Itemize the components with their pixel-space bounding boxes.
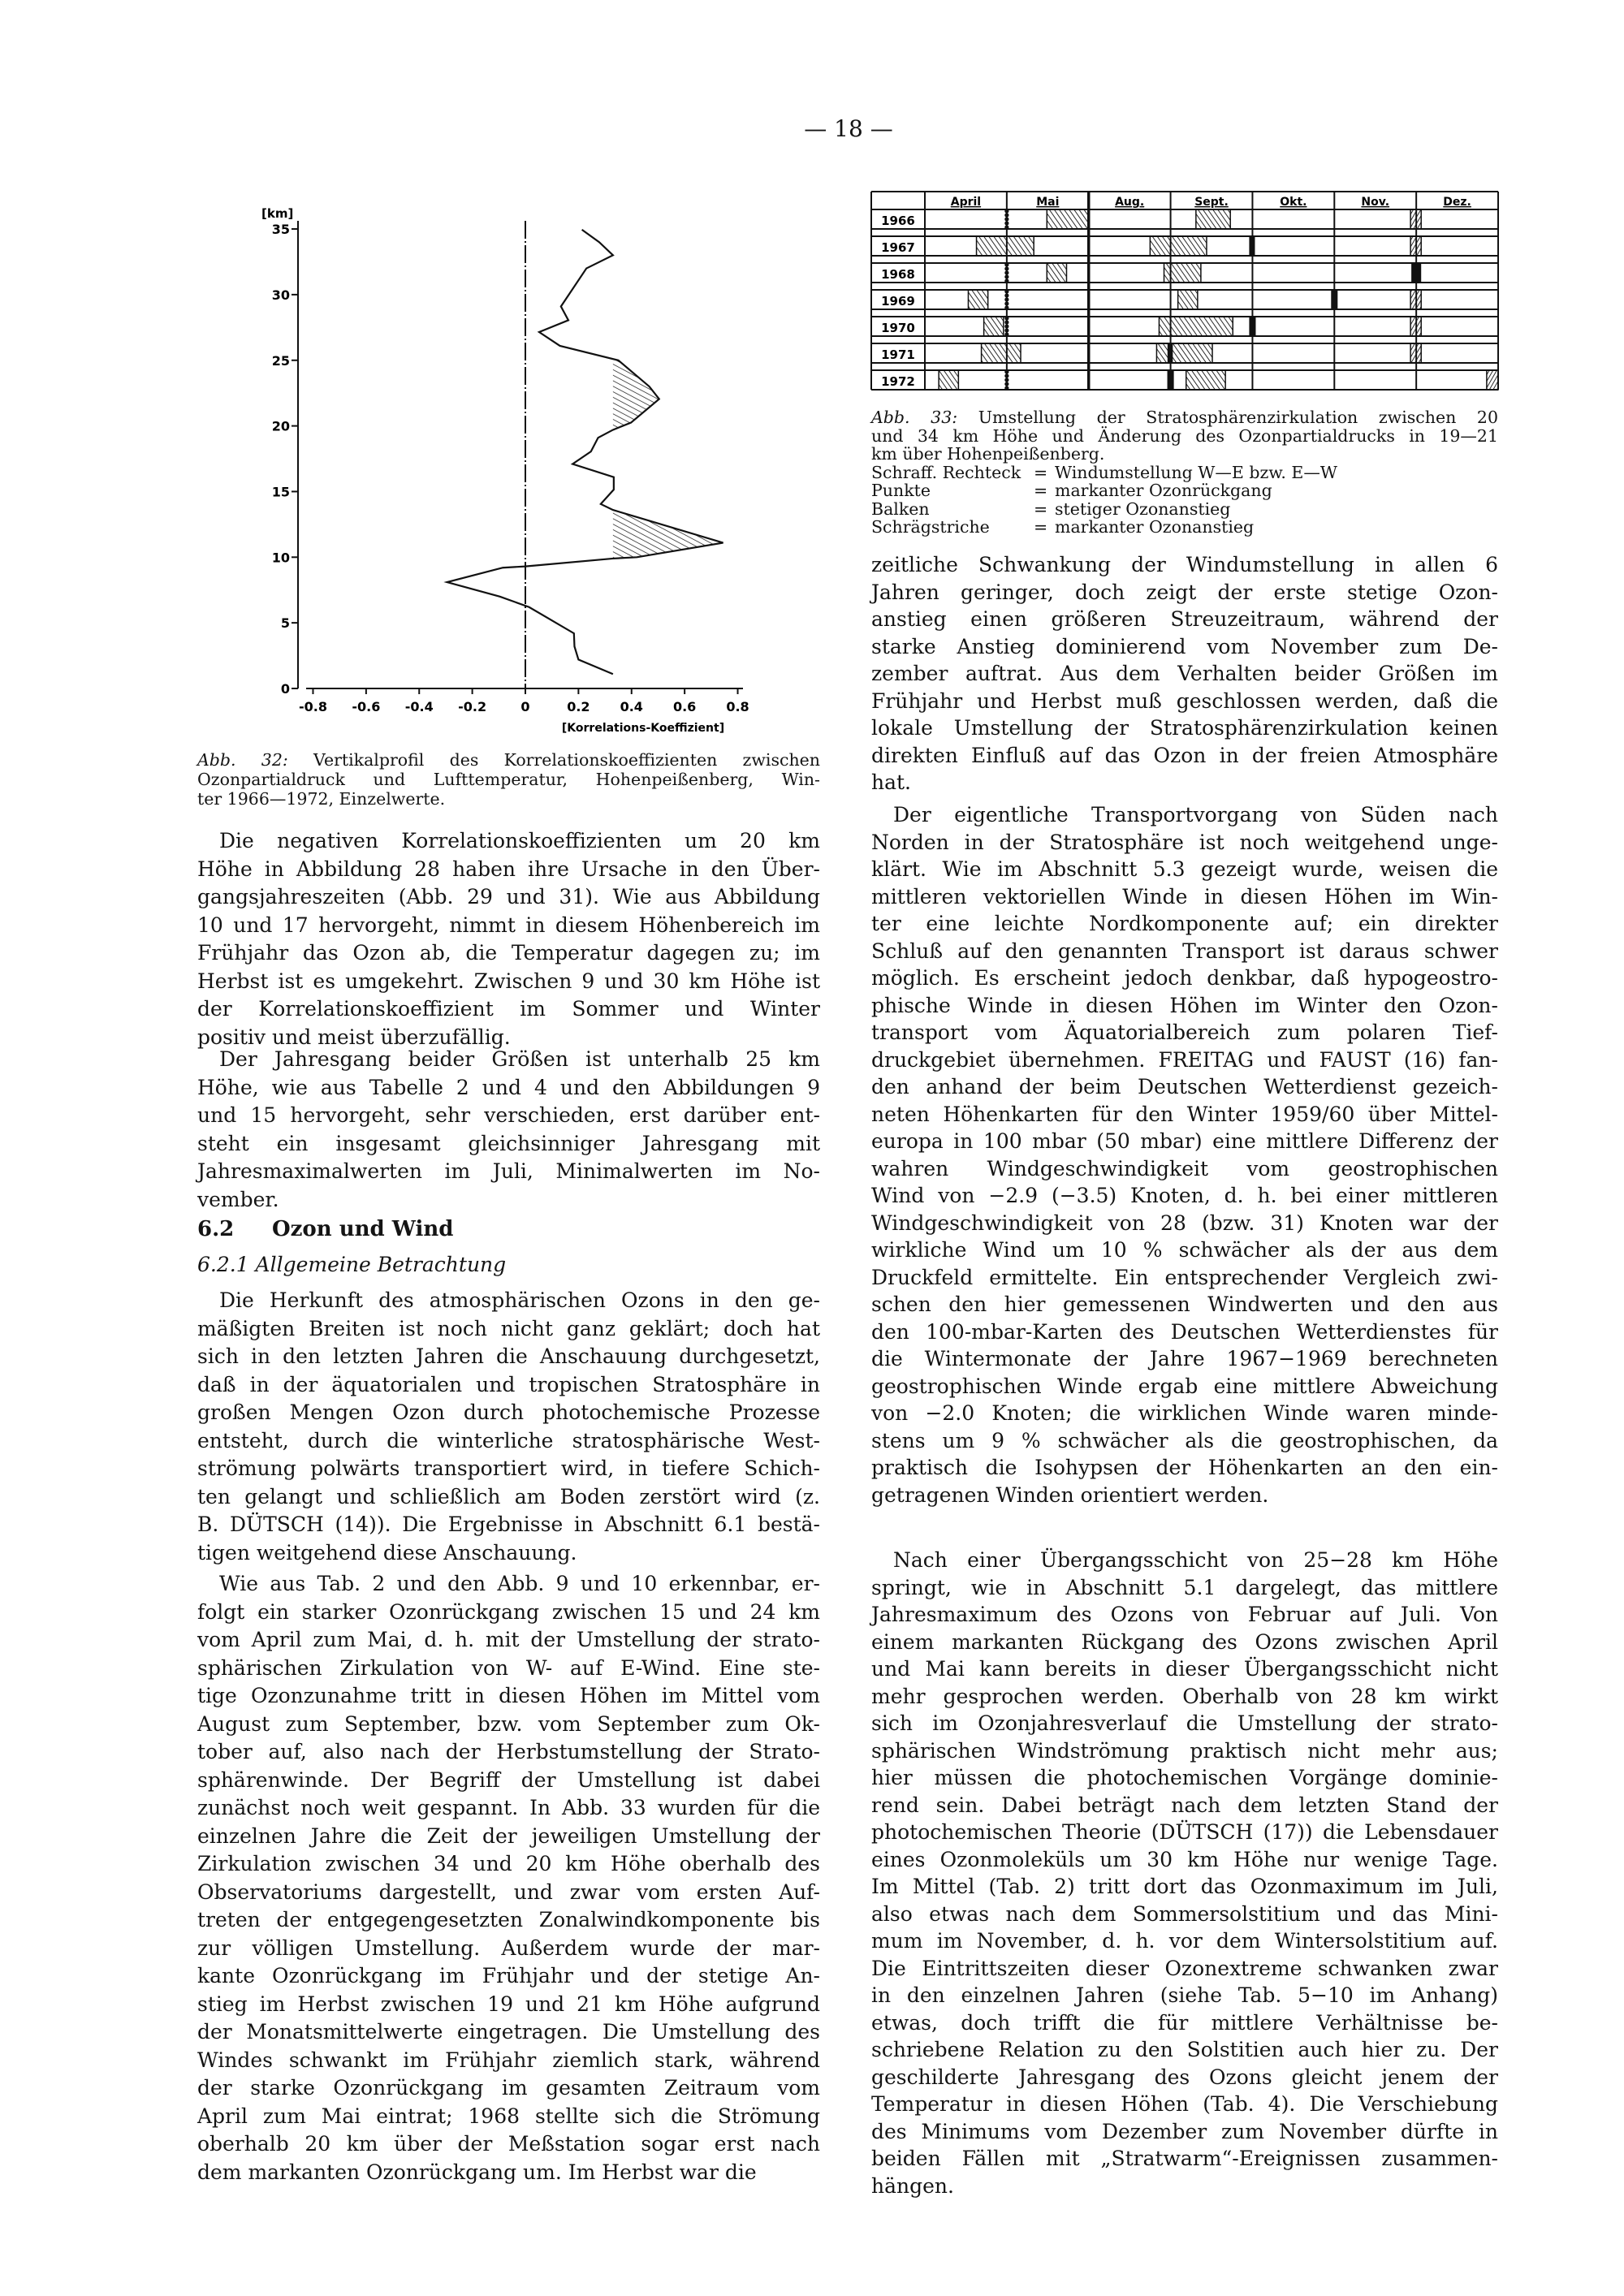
figure-32-correlation-profile-chart [0,0,812,747]
text-line: sphärischen Zirkulation von W- auf E-Wind. Eine ste- [197,1655,820,1680]
text-line: wahren Windgeschwindigkeit vom geostrophischen [871,1156,1498,1180]
text-line: gangsjahreszeiten (Abb. 29 und 31). Wie aus Abbildung [197,885,820,908]
legend-definition: markanter Ozonrückgang [1055,481,1272,500]
text-line: Ozonpartialdruck und Lufttemperatur, Hohenpeißenberg, Win- [197,770,820,789]
ozone-drop-dot [1004,209,1009,213]
text-line: Der Jahresgang beider Größen ist unterhalb 25 km [219,1047,820,1071]
text-line: sphärischen Windströmung praktisch nicht mehr aus; [871,1738,1498,1763]
text-line: mum im November, d. h. vor dem Wintersolstitium auf. [871,1929,1498,1953]
wind-reversal-hatched-rect [984,317,1004,336]
text-line: ter 1966—1972, Einzelwerte. [197,789,446,809]
wind-reversal-hatched-rect [1047,209,1088,229]
text-line: der Monatsmittelwerte eingetragen. Die Umstellung des [197,2020,820,2044]
x-tick-label: -0.8 [298,699,327,714]
text-line: entsteht, durch die winterliche stratosphärische West- [197,1428,820,1452]
text-line: sphärenwinde. Der Begriff der Umstellung ist dabei [197,1767,820,1792]
text-line: von −2.0 Knoten; die wirklichen Winde waren minde- [871,1401,1498,1425]
ozone-drop-dot [1004,270,1009,274]
x-tick-label: 0.6 [672,699,697,714]
text-line: getragenen Winden orientiert werden. [871,1482,1269,1507]
text-line: rend sein. Dabei beträgt nach dem letzten Stand der [871,1793,1498,1817]
ozone-drop-dot [1004,316,1009,320]
text-line: Abb. 33: Umstellung der Stratosphärenzirkulation zwischen 20 [871,408,1498,427]
text-line: einzelnen Jahre die Zeit der jeweiligen Umstellung der [197,1823,820,1848]
text-line: mittleren vektoriellen Winde in diesen Höhen im Win- [871,884,1498,908]
subsection-heading: 6.2.1 Allgemeine Betrachtung [197,1253,507,1276]
x-tick-label: -0.2 [458,699,487,714]
legend-definition: Windumstellung W—E bzw. E—W [1055,462,1337,482]
text-line: km über Hohenpeißenberg. [871,444,1105,464]
text-line: anstieg einen größeren Streuzeitraum, während der [871,607,1498,631]
text-line: Frühjahr das Ozon ab, die Temperatur dagegen zu; im [197,941,820,965]
text-line: den anhand der beim Deutschen Wetterdienst gezeich- [871,1075,1498,1098]
section-number: 6.2 [197,1217,235,1241]
month-header: Aug. [1115,196,1145,209]
text-line: Jahren geringer, doch zeigt der erste stetige Ozon- [871,580,1498,604]
text-line: neten Höhenkarten für den Winter 1959/60 über Mittel- [871,1102,1498,1126]
text-line: Schluß auf den genannten Transport ist daraus schwer [871,939,1498,963]
text-line: transport vom Äquatorialbereich zum polaren Tief- [871,1021,1498,1044]
text-line: hängen. [871,2173,954,2198]
text-line: April zum Mai eintrat; 1968 stellte sich die Strömung [197,2104,820,2128]
text-line: die Wintermonate der Jahre 1967−1969 berechneten [871,1347,1498,1370]
y-tick-label: 25 [271,352,290,369]
steady-ozone-rise-bar [1331,290,1337,309]
text-line: Temperatur in diesen Höhen (Tab. 4). Die Verschiebung [871,2092,1498,2116]
legend-term: Balken [871,498,930,519]
text-line: geostrophischen Winde ergab eine mittlere Abweichung [871,1374,1498,1398]
month-header: Sept. [1194,196,1229,209]
figure-label: Abb. 33: [871,408,978,427]
text-line: schriebene Relation zu den Solstitien auch hier zu. Der [871,2038,1498,2061]
text-line: oberhalb 20 km über der Meßstation sogar erst nach [197,2132,820,2156]
legend-term: Schraff. Rechteck [871,462,1021,482]
text-line: tige Ozonzunahme tritt in diesen Höhen im Mittel vom [197,1684,820,1707]
text-line: Nach einer Übergangsschicht von 25−28 km Höhe [893,1548,1498,1572]
legend-item [871,518,1498,537]
year-label: 1966 [881,214,915,228]
text-line: Jahresmaximalwerten im Juli, Minimalwerten im No- [197,1159,820,1183]
ozone-drop-dot [1004,320,1009,324]
wind-reversal-hatched-rect [968,290,987,309]
text-line: etwas, doch trifft die für mittlere Verhältnisse be- [871,2010,1498,2035]
legend-equals: = [1034,481,1048,500]
strong-ozone-rise-slashes [1410,290,1421,309]
text-line: Höhe, wie aus Tabelle 2 und 4 und den Abbildungen 9 [197,1075,820,1099]
text-line: stens um 9 % schwächer als die geostrophischen, da [871,1428,1498,1452]
strong-ozone-rise-slashes [1410,343,1421,363]
paragraph [871,551,1498,796]
y-tick-label: 0 [280,681,290,697]
text-line: Zirkulation zwischen 34 und 20 km Höhe oberhalb des [197,1852,820,1875]
x-tick-label: 0.4 [620,699,643,714]
figure-33-legend [871,464,1498,537]
month-header: Okt. [1280,196,1307,209]
steady-ozone-rise-bar [1168,343,1173,363]
figure-33-caption [871,408,1498,464]
text-line: treten der entgegengesetzten Zonalwindkomponente bis [197,1908,820,1931]
section-heading [197,1215,820,1243]
x-tick-label: 0.2 [567,699,590,714]
text-line: daß in der äquatorialen und tropischen Stratosphäre in [197,1372,820,1396]
text-line: Jahresmaximum des Ozons von Februar auf Juli. Von [871,1603,1498,1626]
steady-ozone-rise-bar [1249,236,1255,256]
text-line: mehr gesprochen werden. Oberhalb von 28 km wirkt [871,1684,1498,1708]
text-line: druckgebiet übernehmen. FREITAG und FAUST (16) fan- [871,1047,1498,1072]
text-line: kante Ozonrückgang im Frühjahr und der stetige An- [197,1964,820,1987]
text-line: zunächst noch weit gespannt. In Abb. 33 wurden für die [197,1796,820,1819]
steady-ozone-rise-bar [1411,263,1421,283]
legend-definition: stetiger Ozonanstieg [1055,498,1231,519]
text-line: Frühjahr und Herbst muß geschlossen werden, daß die [871,688,1498,713]
x-tick-label: -0.6 [352,699,381,714]
ozone-drop-dot [1004,324,1009,328]
figure-33-circulation-timeline-chart [844,179,1518,406]
paragraph [871,1547,1498,2199]
text-line: hier müssen die photochemischen Vorgänge dominie- [871,1766,1498,1789]
ozone-drop-dot [1004,225,1009,229]
ozone-drop-dot [1004,373,1009,378]
text-line: sich im Ozonjahresverlauf die Umstellung der strato- [871,1711,1498,1735]
text-line: europa in 100 mbar (50 mbar) eine mittlere Differenz der [871,1129,1498,1153]
y-axis-label: [km] [261,206,294,221]
wind-reversal-hatched-rect [982,343,1021,363]
text-line: tober auf, also nach der Herbstumstellung der Strato- [197,1740,820,1763]
ozone-drop-dot [1004,217,1009,221]
paragraph [871,801,1498,1508]
ozone-drop-dot [1004,297,1009,301]
text-line: positiv und meist überzufällig. [197,1025,511,1049]
text-line: schen den hier gemessenen Windwerten und den aus [871,1293,1498,1316]
paragraph [197,827,820,1051]
figure-32-caption [197,750,820,809]
text-line: phische Winde in diesen Höhen im Winter den Ozon- [871,993,1498,1017]
y-tick-label: 15 [271,484,290,500]
strong-ozone-rise-slashes [1410,317,1421,336]
text-line: großen Mengen Ozon durch photochemische Prozesse [197,1400,820,1424]
wind-reversal-hatched-rect [1178,290,1198,309]
ozone-drop-dot [1004,274,1009,278]
ozone-drop-dot [1004,328,1009,332]
ozone-drop-dot [1004,305,1009,309]
text-line: wirkliche Wind um 10 % schwächer als der aus dem [871,1238,1498,1262]
text-line: eines Ozonmoleküls um 30 km Höhe nur wenige Tage. [871,1847,1498,1871]
text-line: Höhe in Abbildung 28 haben ihre Ursache in den Über- [197,857,820,881]
text-line: Die Herkunft des atmosphärischen Ozons in den ge- [219,1288,820,1312]
text-line: den 100-mbar-Karten des Deutschen Wetterdienstes für [871,1319,1498,1344]
year-label: 1970 [881,321,915,335]
text-line: des Minimums vom Dezember zum November dürfte in [871,2119,1498,2143]
strong-ozone-rise-slashes [1410,209,1421,229]
y-tick-label: 10 [271,550,290,566]
correlation-profile-line [447,230,723,674]
ozone-drop-dot [1004,262,1009,266]
section-title: Ozon und Wind [272,1217,454,1241]
steady-ozone-rise-bar [1249,317,1255,336]
ozone-drop-dot [1004,369,1009,373]
year-label: 1968 [881,267,915,282]
ozone-drop-dot [1004,301,1009,305]
text-line: und 34 km Höhe und Änderung des Ozonpartialdrucks in 19—21 [871,425,1498,446]
ozone-drop-dot [1004,378,1009,382]
text-line: photochemischen Theorie (DÜTSCH (17)) die Lebensdauer [871,1820,1498,1844]
legend-equals: = [1034,498,1048,519]
text-line: ter eine leichte Nordkomponente auf; ein direkter [871,912,1498,935]
legend-item [871,481,1498,500]
text-line: lokale Umstellung der Stratosphärenzirkulation keinen [871,716,1498,740]
ozone-drop-dot [1004,278,1009,283]
text-line: Druckfeld ermittelte. Ein entsprechender Vergleich zwi- [871,1265,1498,1289]
steady-ozone-rise-bar [1168,370,1174,390]
text-line: in den einzelnen Jahren (siehe Tab. 5−10 im Anhang) [871,1983,1498,2007]
text-line: also etwas nach dem Sommersolstitium und das Mini- [871,1901,1498,1926]
text-line: Im Mittel (Tab. 2) tritt dort das Ozonmaximum im Juli, [871,1875,1498,1898]
legend-item [871,464,1498,482]
text-line: strömung polwärts transportiert wird, in tiefere Schich- [197,1457,820,1480]
text-line: folgt ein starker Ozonrückgang zwischen 15 und 24 km [197,1599,820,1624]
month-header: Mai [1036,196,1060,209]
legend-item [871,500,1498,519]
text-line: möglich. Es erscheint jedoch denkbar, daß hypogeostro- [871,966,1498,990]
text-line: direkten Einfluß auf das Ozon in der freien Atmosphäre [871,743,1498,767]
wind-reversal-hatched-rect [1196,209,1230,229]
text-line: 10 und 17 hervorgeht, nimmt in diesem Höhenbereich im [197,913,820,937]
x-tick-label: -0.4 [404,699,434,714]
text-line: praktisch die Isohypsen der Höhenkarten an den ein- [871,1456,1498,1479]
ozone-drop-dot [1004,382,1009,386]
paragraph [197,1287,820,1567]
ozone-drop-dot [1004,221,1009,225]
text-line: August zum September, bzw. vom September zum Ok- [197,1711,820,1736]
text-line: springt, wie in Abschnitt 5.1 dargelegt, das mittlere [871,1575,1498,1599]
y-tick-label: 20 [271,418,290,434]
text-line: zur völligen Umstellung. Außerdem wurde der mar- [197,1936,820,1960]
wind-reversal-hatched-rect [1186,370,1225,390]
text-line: Windes schwankt im Frühjahr ziemlich stark, während [197,2048,820,2072]
year-label: 1967 [881,240,915,255]
text-line: B. DÜTSCH (14)). Die Ergebnisse in Abschnitt 6.1 bestä- [197,1513,820,1536]
wind-reversal-hatched-rect [1164,263,1201,283]
month-header: April [950,196,982,209]
ozone-drop-dot [1004,266,1009,270]
ozone-drop-dot [1004,213,1009,217]
text-line: mäßigten Breiten ist noch nicht ganz geklärt; doch hat [197,1316,820,1340]
text-line: Wind von −2.9 (−3.5) Knoten, d. h. bei einer mittleren [871,1184,1498,1207]
ozone-drop-dot [1004,332,1009,336]
y-tick-label: 30 [271,287,290,303]
text-line: Wie aus Tab. 2 und den Abb. 9 und 10 erkennbar, er- [219,1572,820,1595]
wind-reversal-hatched-rect [977,236,1034,256]
text-line: geschilderte Jahresgang des Ozons gleicht jenem der [871,2065,1498,2089]
strong-ozone-rise-slashes [1487,370,1498,390]
legend-term: Schrägstriche [871,517,990,537]
text-line: Observatoriums dargestellt, und zwar vom ersten Auf- [197,1880,820,1904]
text-line: ten gelangt und schließlich am Boden zerstört wird (z. [197,1484,820,1508]
text-line: stieg im Herbst zwischen 19 und 21 km Höhe aufgrund [197,1992,820,2016]
wind-reversal-hatched-rect [1159,317,1233,336]
text-line: hat. [871,770,911,794]
text-line: vom April zum Mai, d. h. mit der Umstellung der strato- [197,1628,820,1651]
text-line: Die negativen Korrelationskoeffizienten um 20 km [219,829,820,852]
y-tick-label: 35 [271,222,290,238]
text-line: dem markanten Ozonrückgang um. Im Herbst war die [197,2160,757,2184]
y-tick-label: 5 [280,615,290,632]
text-line: und 15 hervorgeht, sehr verschieden, erst darüber ent- [197,1103,820,1127]
text-line: Der eigentliche Transportvorgang von Süden nach [893,803,1498,826]
paragraph [197,1570,820,2186]
text-line: beiden Fällen mit „Stratwarm“-Ereignissen zusammen- [871,2147,1498,2170]
wind-reversal-hatched-rect [1150,236,1207,256]
wind-reversal-hatched-rect [939,370,958,390]
text-line: einem markanten Rückgang des Ozons zwischen April [871,1629,1498,1654]
year-label: 1969 [881,294,915,309]
ozone-drop-dot [1004,293,1009,297]
text-line: vember. [197,1187,279,1211]
text-line: zember auftrat. Aus dem Verhalten beider Größen im [871,662,1498,685]
text-line: tigen weitgehend diese Anschauung. [197,1540,577,1564]
legend-definition: markanter Ozonanstieg [1055,517,1255,537]
month-header: Nov. [1361,196,1390,209]
text-line: Die Eintrittszeiten dieser Ozonextreme schwanken zwar [871,1956,1498,1980]
text-line: Norden in der Stratosphäre ist noch weitgehend unge- [871,830,1498,854]
text-line: steht ein insgesamt gleichsinniger Jahresgang mit [197,1131,820,1155]
year-label: 1972 [881,374,915,389]
wind-reversal-hatched-rect [1156,343,1168,363]
paragraph [197,1046,820,1214]
text-line: der Korrelationskoeffizient im Sommer und Winter [197,997,820,1021]
wind-reversal-hatched-rect [1047,263,1066,283]
text-line: sich in den letzten Jahren die Anschauung durchgesetzt, [197,1344,820,1368]
x-axis-label: [Korrelations-Koeffizient] [561,722,725,735]
wind-reversal-hatched-rect [1173,343,1212,363]
x-tick-label: 0.8 [726,699,749,714]
ozone-drop-dot [1004,386,1009,390]
legend-equals: = [1034,517,1048,537]
text-line: Windgeschwindigkeit von 28 (bzw. 31) Knoten war der [871,1211,1498,1235]
x-tick-label: 0 [520,699,530,714]
figure-label: Abb. 32: [197,750,314,770]
text-line: klärt. Wie im Abschnitt 5.3 gezeigt wurde, weisen die [871,857,1498,881]
ozone-drop-dot [1004,289,1009,293]
text-line: der starke Ozonrückgang im gesamten Zeitraum vom [197,2076,820,2100]
text-line: und Mai kann bereits in dieser Übergangsschicht nicht [871,1657,1498,1681]
text-line: zeitliche Schwankung der Windumstellung in allen 6 [871,553,1498,576]
page-number: — 18 — [804,115,893,142]
month-header: Dez. [1443,196,1471,209]
text-line: Herbst ist es umgekehrt. Zwischen 9 und 30 km Höhe ist [197,969,820,993]
legend-term: Punkte [871,481,931,500]
text-line: starke Anstieg dominierend vom November zum De- [871,634,1498,658]
text-line: Abb. 32: Vertikalprofil des Korrelationskoeffizienten zwischen [197,750,821,770]
legend-equals: = [1034,462,1048,482]
strong-ozone-rise-slashes [1410,236,1421,256]
year-label: 1971 [881,347,915,362]
